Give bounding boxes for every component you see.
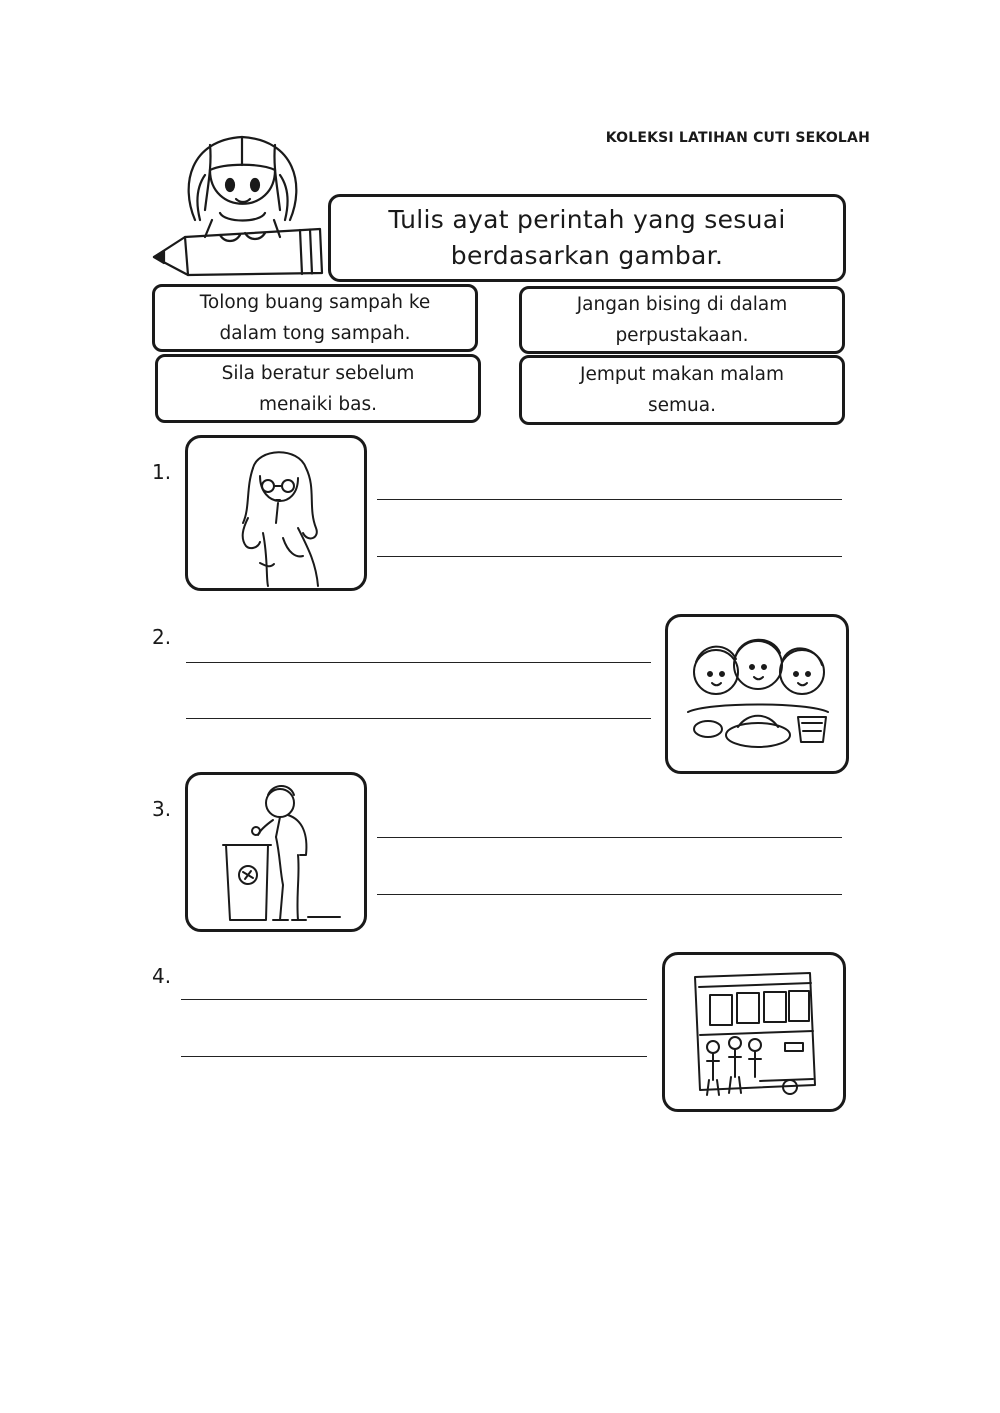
- girl-with-pencil-illustration: [150, 125, 335, 280]
- question-2-picture: [665, 614, 849, 774]
- question-3-picture: [185, 772, 367, 932]
- option-3-line-2: menaiki bas.: [259, 393, 377, 415]
- instruction-line-2: berdasarkan gambar.: [450, 241, 724, 270]
- option-2-line-2: perpustakaan.: [615, 325, 749, 346]
- answer-line-1b[interactable]: [377, 556, 842, 557]
- option-4-line-1: Jemput makan malam: [579, 364, 784, 385]
- answer-line-3a[interactable]: [377, 837, 842, 838]
- answer-line-2b[interactable]: [186, 718, 651, 719]
- option-box-4: [519, 355, 845, 425]
- answer-line-4b[interactable]: [181, 1056, 647, 1057]
- option-3-line-1: Sila beratur sebelum: [221, 362, 415, 384]
- question-4-number: 4.: [152, 964, 172, 988]
- answer-line-2a[interactable]: [186, 662, 651, 663]
- answer-line-3b[interactable]: [377, 894, 842, 895]
- option-2-line-1: Jangan bising di dalam: [576, 294, 788, 315]
- option-box-3: [155, 354, 481, 423]
- answer-line-4a[interactable]: [181, 999, 647, 1000]
- question-3-number: 3.: [152, 797, 172, 821]
- option-4-line-2: semua.: [648, 395, 716, 416]
- question-1-number: 1.: [152, 460, 172, 484]
- children-eating-icon: [668, 617, 846, 771]
- option-1-line-2: dalam tong sampah.: [219, 323, 411, 344]
- option-box-1: [152, 284, 478, 352]
- question-1-picture: [185, 435, 367, 591]
- bus-boarding-icon: [665, 955, 843, 1109]
- man-throwing-rubbish-icon: [188, 775, 364, 929]
- option-1-line-1: Tolong buang sampah ke: [199, 292, 431, 313]
- instruction-line-1: Tulis ayat perintah yang sesuai: [388, 205, 786, 234]
- instruction-box: [328, 194, 846, 282]
- woman-shushing-icon: [188, 438, 364, 588]
- option-box-2: [519, 286, 845, 354]
- question-4-picture: [662, 952, 846, 1112]
- answer-line-1a[interactable]: [377, 499, 842, 500]
- question-2-number: 2.: [152, 625, 172, 649]
- header-note: KOLEKSI LATIHAN CUTI SEKOLAH: [605, 130, 870, 146]
